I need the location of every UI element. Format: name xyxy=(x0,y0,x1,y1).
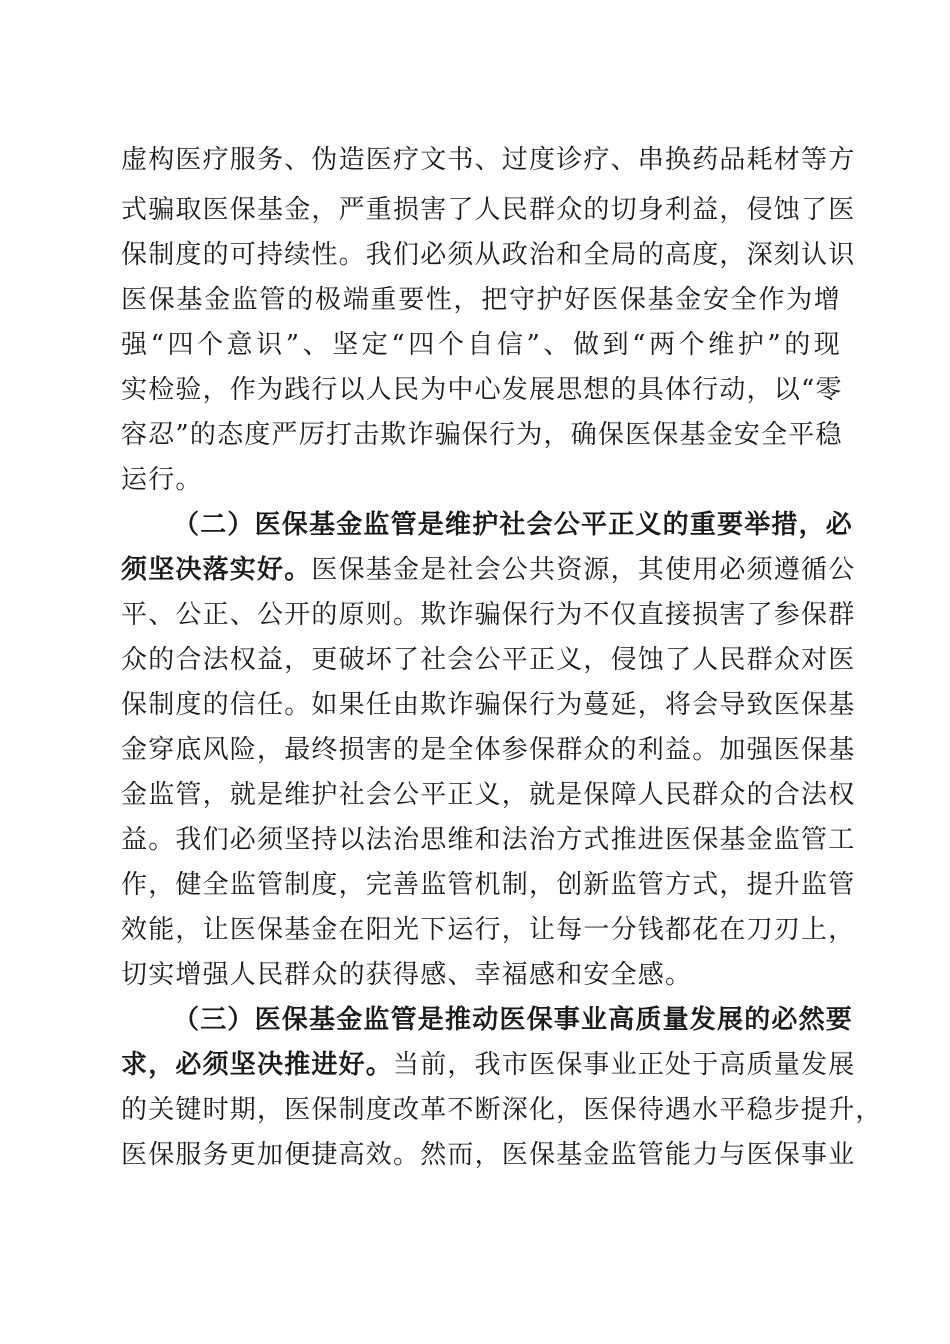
section-heading-tail: 求，必须坚决推进好。 xyxy=(121,1050,394,1080)
paragraph-line: 作，健全监管制度，完善监管机制，创新监管方式，提升监管 xyxy=(121,870,856,900)
paragraph-line: 益。我们必须坚持以法治思维和法治方式推进医保基金监管工 xyxy=(121,825,856,855)
paragraph-line: 医保基金监管的极端重要性，把守护好医保基金安全作为增 xyxy=(121,285,841,315)
section-heading-tail: 须坚决落实好。 xyxy=(121,555,312,585)
paragraph-line: 医保服务更加便捷高效。然而，医保基金监管能力与医保事业 xyxy=(121,1140,856,1170)
paragraph-text: 医保基金是社会公共资源，其使用必须遵循公 xyxy=(311,555,856,585)
paragraph-line: 切实增强人民群众的获得感、幸福感和安全感。 xyxy=(121,960,693,990)
paragraph-line: 保制度的可持续性。我们必须从政治和全局的高度，深刻认识 xyxy=(121,240,856,270)
paragraph-line: 运行。 xyxy=(121,465,203,495)
paragraph-line: 的关键时期，医保制度改革不断深化，医保待遇水平稳步提升， xyxy=(121,1095,883,1125)
paragraph-line: 容忍”的态度严厉打击欺诈骗保行为，确保医保基金安全平稳 xyxy=(121,420,843,450)
section-heading: （二）医保基金监管是维护社会公平正义的重要举措，必 xyxy=(173,510,854,540)
section-heading: （三）医保基金监管是推动医保事业高质量发展的必然要 xyxy=(173,1005,854,1035)
paragraph-line: 效能，让医保基金在阳光下运行，让每一分钱都花在刀刃上， xyxy=(121,915,856,945)
paragraph-line: 实检验，作为践行以人民为中心发展思想的具体行动，以“零 xyxy=(121,375,843,405)
paragraph-line: 虚构医疗服务、伪造医疗文书、过度诊疗、串换药品耗材等方 xyxy=(121,145,856,175)
paragraph-line: 式骗取医保基金，严重损害了人民群众的切身利益，侵蚀了医 xyxy=(121,195,856,225)
paragraph-line: 平、公正、公开的原则。欺诈骗保行为不仅直接损害了参保群 xyxy=(121,600,856,630)
paragraph-line: 金监管，就是维护社会公平正义，就是保障人民群众的合法权 xyxy=(121,780,856,810)
paragraph-line: 保制度的信任。如果任由欺诈骗保行为蔓延，将会导致医保基 xyxy=(121,690,856,720)
paragraph-text: 当前，我市医保事业正处于高质量发展 xyxy=(393,1050,856,1080)
paragraph-line: 强“四个意识”、坚定“四个自信”、做到“两个维护”的现 xyxy=(121,330,841,360)
paragraph-line: 金穿底风险，最终损害的是全体参保群众的利益。加强医保基 xyxy=(121,735,856,765)
paragraph-line: 众的合法权益，更破坏了社会公平正义，侵蚀了人民群众对医 xyxy=(121,645,856,675)
